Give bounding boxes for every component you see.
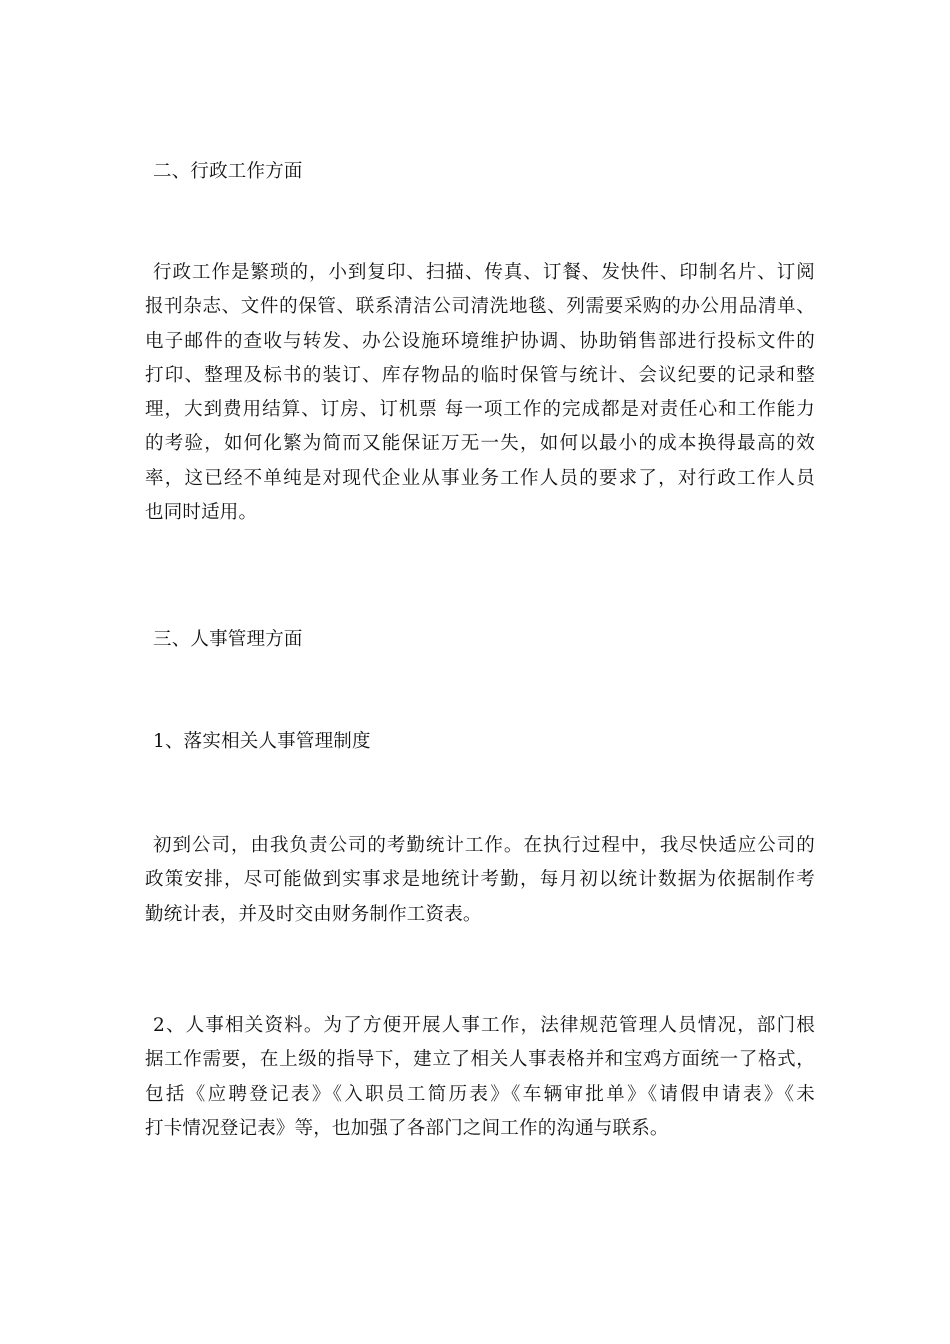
paragraph-line: 行政工作是繁琐的，小到复印、扫描、传真、订餐、发快件、印制名片、订阅 bbox=[153, 262, 815, 283]
paragraph-line: 据工作需要，在上级的指导下，建立了相关人事表格并和宝鸡方面统一了格式， bbox=[145, 1049, 815, 1071]
paragraph-line: 打卡情况登记表》等，也加强了各部门之间工作的沟通与联系。 bbox=[145, 1117, 669, 1139]
paragraph-line: 电子邮件的查收与转发、办公设施环境维护协调、协助销售部进行投标文件的 bbox=[145, 330, 815, 352]
paragraph-line: 的考验，如何化繁为简而又能保证万无一失，如何以最小的成本换得最高的效 bbox=[145, 433, 815, 455]
paragraph-admin bbox=[145, 256, 815, 530]
paragraph-line: 率，这已经不单纯是对现代企业从事业务工作人员的要求了，对行政工作人员 bbox=[145, 467, 815, 489]
paragraph-line: 报刊杂志、文件的保管、联系清洁公司清洗地毯、列需要采购的办公用品清单、 bbox=[145, 296, 815, 318]
paragraph-line: 初到公司，由我负责公司的考勤统计工作。在执行过程中，我尽快适应公司的 bbox=[153, 835, 815, 856]
section-heading-admin bbox=[153, 155, 823, 189]
paragraph-line: 勤统计表，并及时交由财务制作工资表。 bbox=[145, 903, 482, 925]
heading-text: 三、人事管理方面 bbox=[153, 629, 303, 650]
subheading-text: 1、落实相关人事管理制度 bbox=[153, 731, 371, 752]
paragraph-line: 包括《应聘登记表》《入职员工简历表》《车辆审批单》《请假申请表》《未 bbox=[145, 1083, 815, 1105]
subsection-heading-hr-1 bbox=[153, 725, 823, 759]
paragraph-line: 2、人事相关资料。为了方便开展人事工作，法律规范管理人员情况，部门根 bbox=[153, 1015, 815, 1036]
paragraph-line: 理，大到费用结算、订房、订机票 每一项工作的完成都是对责任心和工作能力 bbox=[145, 399, 815, 421]
paragraph-line: 政策安排，尽可能做到实事求是地统计考勤，每月初以统计数据为依据制作考 bbox=[145, 869, 815, 891]
paragraph-hr-2 bbox=[145, 1009, 815, 1146]
paragraph-line: 也同时适用。 bbox=[145, 502, 258, 524]
heading-text: 二、行政工作方面 bbox=[153, 161, 303, 182]
section-heading-hr bbox=[153, 623, 823, 657]
paragraph-line: 打印、整理及标书的装订、库存物品的临时保管与统计、会议纪要的记录和整 bbox=[145, 364, 815, 386]
paragraph-hr-1 bbox=[145, 829, 815, 932]
